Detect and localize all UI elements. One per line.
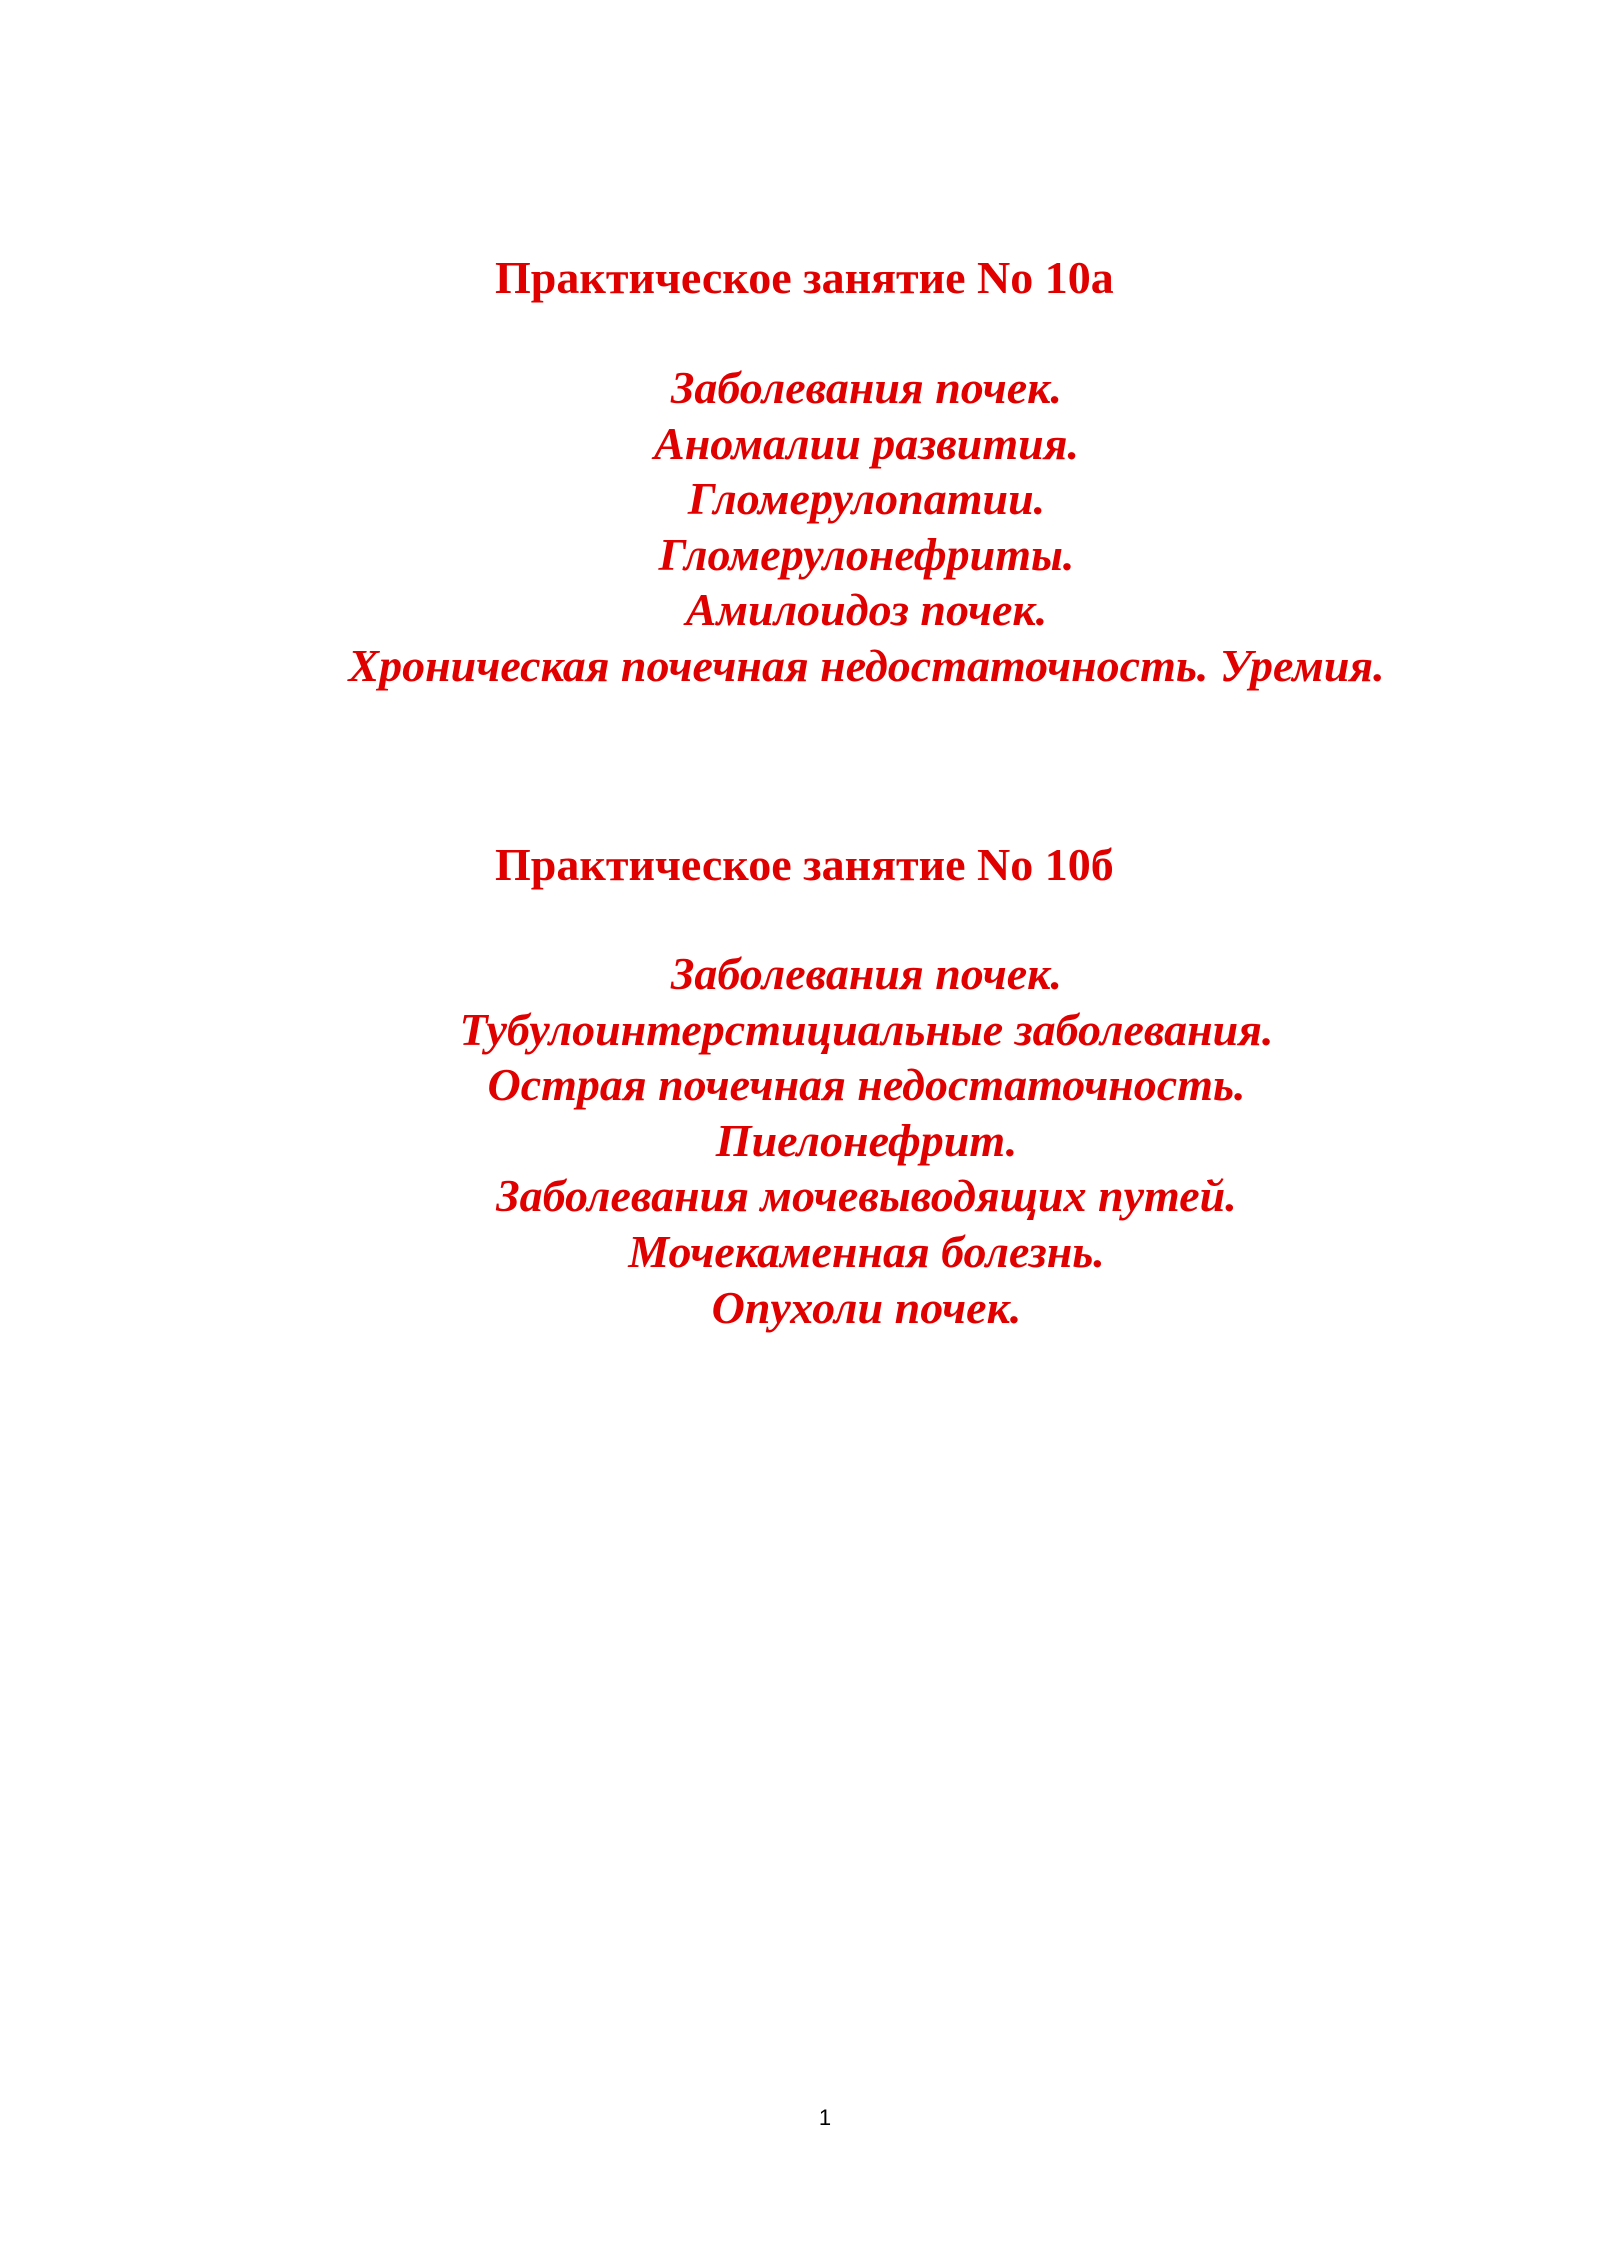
topic-item: Опухоли почек. [711, 1281, 1022, 1333]
topic-item: Тубулоинтерстициальные заболевания. [459, 1003, 1274, 1055]
topic-item: Пиелонефрит. [715, 1114, 1018, 1166]
topic-item: Мочекаменная болезнь. [628, 1225, 1105, 1277]
section-heading-10b: Практическое занятие No 10б [495, 839, 1114, 890]
page-number: 1 [818, 2105, 832, 2130]
topic-item: Острая почечная недостаточность. [487, 1059, 1246, 1111]
topic-list-10a [0, 360, 1600, 694]
section-heading-10a: Практическое занятие No 10а [495, 252, 1114, 303]
topic-item: Гломерулонефриты. [658, 528, 1075, 580]
topic-list-10b [0, 946, 1600, 1335]
topic-item: Гломерулопатии. [687, 473, 1046, 525]
topic-item: Заболевания почек. [671, 948, 1062, 999]
topic-item: Аномалии развития. [654, 417, 1079, 469]
topic-item: Заболевания мочевыводящих путей. [496, 1170, 1237, 1222]
topic-item: Амилоидоз почек. [685, 584, 1048, 636]
topic-item: Заболевания почек. [671, 362, 1062, 413]
topic-item: Хроническая почечная недостаточность. Уремия. [348, 639, 1385, 691]
